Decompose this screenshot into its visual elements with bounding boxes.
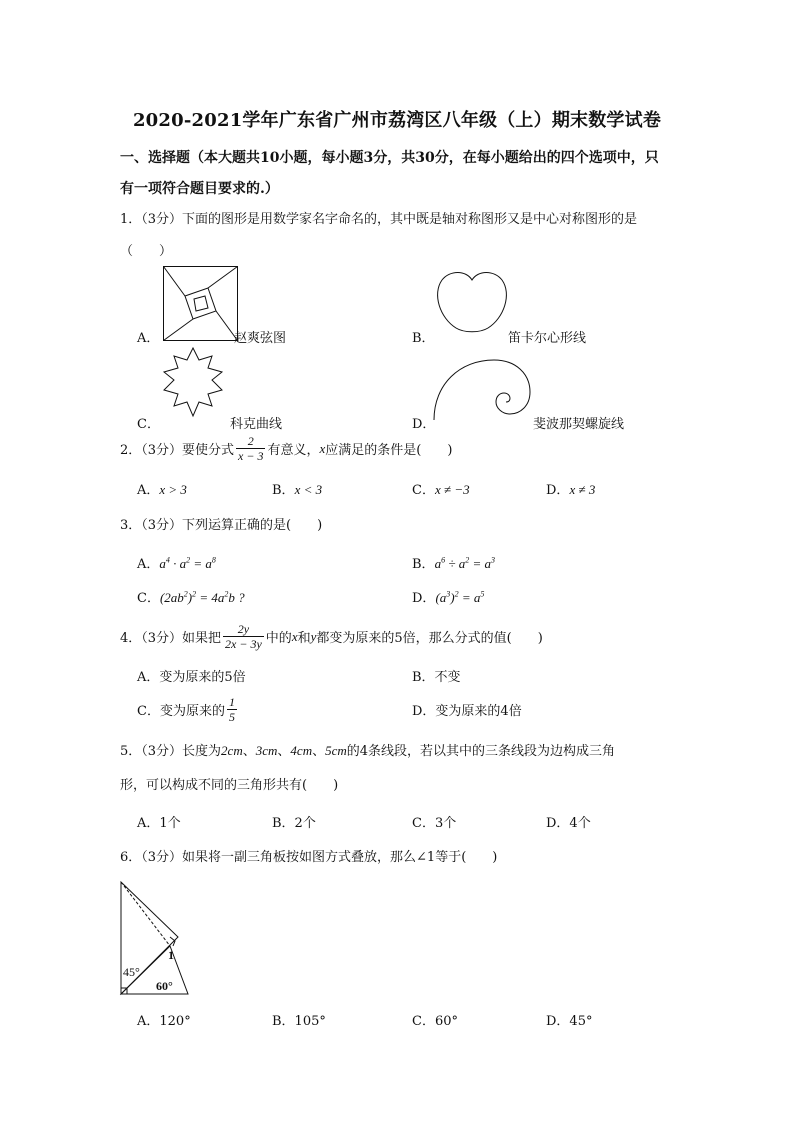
q2-fraction bbox=[236, 434, 265, 463]
q4-fraction bbox=[223, 622, 264, 651]
q2-option-b-value: x < 3 bbox=[294, 482, 323, 497]
q4-variable-x: x bbox=[291, 628, 298, 644]
q2-option-a-value: x > 3 bbox=[159, 482, 187, 497]
q5-option-c: C．3个 bbox=[412, 816, 457, 831]
q2-variable: x bbox=[319, 440, 326, 456]
q2-option-b-label: B． bbox=[272, 483, 295, 498]
q2-stem-prefix: 2．（3分）要使分式 bbox=[120, 443, 235, 458]
q5-length-4: 5cm bbox=[325, 743, 347, 758]
q3-option-b-label: B． bbox=[412, 557, 435, 572]
q4-stem-prefix: 4．（3分）如果把 bbox=[120, 631, 222, 646]
q3-stem: 3．（3分）下列运算正确的是( ) bbox=[120, 518, 323, 533]
q3-option-a: A．$a^4 \cdot a^2 = a^8$ bbox=[137, 555, 216, 572]
fibonacci-spiral-icon bbox=[432, 358, 532, 420]
q4-option-c-fraction bbox=[227, 695, 237, 724]
q4-variable-y: y bbox=[310, 628, 317, 644]
cardioid-curve-icon bbox=[436, 270, 508, 336]
q2-fraction-numerator: 2 bbox=[247, 434, 254, 448]
q2-stem-suffix-b: 应满足的条件是( ) bbox=[325, 443, 453, 458]
q5-stem-line1 bbox=[120, 740, 615, 759]
q5-stem-prefix: 5．（3分）长度为 bbox=[120, 744, 222, 759]
q4-stem-mid-b: 和 bbox=[297, 631, 311, 646]
q1-option-b-label: B． bbox=[412, 331, 435, 346]
q4-fraction-numerator: 2y bbox=[237, 622, 250, 636]
q5-separator-3: 、 bbox=[312, 744, 326, 759]
q2-option-d-value: x ≠ 3 bbox=[569, 482, 596, 497]
q5-option-b: B．2个 bbox=[272, 816, 316, 831]
q2-option-c-label: C． bbox=[412, 483, 435, 498]
q5-separator-1: 、 bbox=[242, 744, 256, 759]
q1-option-a-label: A． bbox=[137, 331, 160, 346]
q5-length-1: 2cm bbox=[221, 743, 243, 758]
q3-option-d-label: D． bbox=[412, 591, 436, 606]
koch-snowflake-icon bbox=[158, 346, 228, 418]
section-header-line1: 一、选择题（本大题共10小题，每小题3分，共30分，在每小题给出的四个选项中，只 bbox=[120, 150, 659, 166]
q3-option-c-label: C． bbox=[137, 591, 160, 606]
q5-stem-suffix: 的4条线段，若以其中的三条线段为边构成三角 bbox=[346, 744, 616, 759]
page-title: 2020-2021学年广东省广州市荔湾区八年级（上）期末数学试卷 bbox=[132, 110, 662, 131]
q6-angle-45-label: 45° bbox=[123, 965, 140, 979]
q4-stem bbox=[120, 622, 543, 651]
q2-option-d-label: D． bbox=[546, 483, 570, 498]
q1-option-a-caption: 赵爽弦图 bbox=[234, 331, 287, 346]
q1-option-d-caption: 斐波那契螺旋线 bbox=[533, 417, 625, 432]
q1-option-c-label: C． bbox=[137, 417, 160, 432]
q2-stem-suffix-a: 有意义， bbox=[267, 443, 320, 458]
q4-option-c bbox=[137, 695, 239, 724]
q2-stem bbox=[120, 434, 452, 463]
q4-option-c-denominator: 5 bbox=[228, 710, 235, 724]
triangle-rulers-diagram bbox=[118, 880, 192, 998]
q3-option-b: B．$a^6 \div a^2 = a^3$ bbox=[412, 555, 495, 572]
q4-stem-mid-a: 中的 bbox=[265, 631, 292, 646]
q1-option-b-caption: 笛卡尔心形线 bbox=[508, 331, 587, 346]
q1-option-d-label: D． bbox=[412, 417, 436, 432]
q5-separator-2: 、 bbox=[277, 744, 291, 759]
q2-option-c-value: x ≠ −3 bbox=[434, 482, 470, 497]
q4-stem-suffix: 都变为原来的5倍，那么分式的值( ) bbox=[316, 631, 543, 646]
q2-fraction-denominator: x − 3 bbox=[238, 449, 264, 463]
q2-option-d bbox=[546, 479, 595, 498]
q3-option-a-label: A． bbox=[137, 557, 160, 572]
q6-option-a: A．120° bbox=[137, 1014, 191, 1029]
q6-stem: 6．（3分）如果将一副三角板按如图方式叠放，那么∠1等于( ) bbox=[120, 850, 498, 865]
q6-angle-60-label: 60° bbox=[156, 979, 173, 993]
q6-option-d: D．45° bbox=[546, 1014, 593, 1029]
q1-stem-line2: （ ） bbox=[120, 244, 173, 259]
q4-option-c-numerator: 1 bbox=[228, 695, 235, 709]
q3-option-d: D．$(a^3)^2 = a^5$ bbox=[412, 589, 485, 606]
q6-option-b: B．105° bbox=[272, 1014, 326, 1029]
q5-option-d: D．4个 bbox=[546, 816, 591, 831]
q1-option-c-caption: 科克曲线 bbox=[230, 417, 283, 432]
q5-option-a: A．1个 bbox=[137, 816, 181, 831]
q1-stem-line1: 1．（3分）下面的图形是用数学家名字命名的，其中既是轴对称图形又是中心对称图形的是 bbox=[120, 212, 638, 227]
q2-option-a-label: A． bbox=[137, 483, 160, 498]
q4-option-c-prefix: C．变为原来的 bbox=[137, 704, 225, 719]
q4-option-a: A．变为原来的5倍 bbox=[137, 670, 246, 685]
q2-option-b bbox=[272, 479, 322, 498]
q3-option-c: C．$(2ab^2)^2 = 4a^2b$ ? bbox=[137, 589, 245, 606]
q4-option-b: B．不变 bbox=[412, 670, 461, 685]
q4-option-d: D．变为原来的4倍 bbox=[412, 704, 522, 719]
q5-length-3: 4cm bbox=[290, 743, 313, 758]
q6-option-c: C．60° bbox=[412, 1014, 458, 1029]
q2-option-a bbox=[137, 479, 187, 498]
q2-option-c bbox=[412, 479, 470, 498]
section-header-line2: 有一项符合题目要求的.） bbox=[120, 181, 279, 197]
q5-length-2: 3cm bbox=[255, 743, 278, 758]
zhao-shuang-diagram-icon bbox=[163, 266, 238, 341]
q6-angle-1-label: 1 bbox=[168, 948, 174, 962]
q5-stem-line2: 形，可以构成不同的三角形共有( ) bbox=[120, 778, 339, 793]
q4-fraction-denominator: 2x − 3y bbox=[225, 637, 262, 651]
